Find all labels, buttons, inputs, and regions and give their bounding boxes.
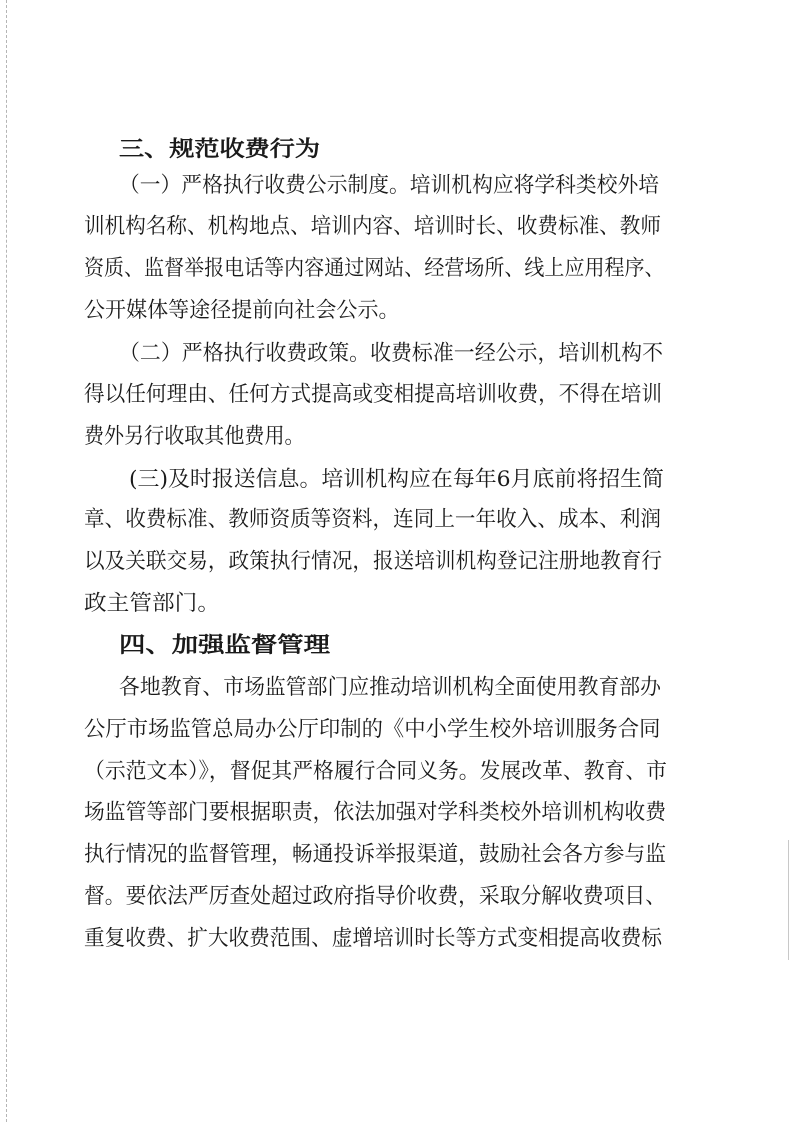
paragraph-line: 章、收费标准、教师资质等资料，连同上一年收入、成本、利润 [84, 507, 662, 532]
left-margin-mark [6, 0, 7, 1122]
paragraph-line: 场监管等部门要根据职责，依法加强对学科类校外培训机构收费 [84, 800, 667, 825]
paragraph-line: 督。要依法严厉查处超过政府指导价收费，采取分解收费项目、 [84, 884, 667, 909]
paragraph-line: 资质、监督举报电话等内容通过网站、经营场所、线上应用程序、 [84, 256, 665, 281]
paragraph-line: 公开媒体等途径提前向社会公示。 [84, 298, 400, 323]
paragraph-line: 以及关联交易，政策执行情况，报送培训机构登记注册地教育行 [84, 549, 663, 574]
paragraph-line: 政主管部门。 [84, 591, 221, 616]
paragraph-line: 执行情况的监督管理，畅通投诉举报渠道，鼓励社会各方参与监 [84, 842, 667, 867]
paragraph-line: 重复收费、扩大收费范围、虚增培训时长等方式变相提高收费标 [84, 926, 663, 951]
section-heading-4: 四、加强监督管理 [119, 633, 331, 658]
paragraph-line: 训机构名称、机构地点、培训内容、培训时长、收费标准、教师 [84, 214, 662, 239]
paragraph-line: （示范文本）》，督促其严格履行合同义务。发展改革、教育、市 [84, 759, 668, 784]
paragraph-line: (三)及时报送信息。培训机构应在每年6月底前将招生简 [129, 467, 664, 492]
paragraph-line: （二）严格执行收费政策。收费标准一经公示，培训机构不 [119, 341, 664, 366]
paragraph-line: （一）严格执行收费公示制度。培训机构应将学科类校外培 [119, 173, 660, 198]
paragraph-line: 各地教育、市场监管部门应推动培训机构全面使用教育部办 [119, 675, 662, 700]
paragraph-line: 得以任何理由、任何方式提高或变相提高培训收费，不得在培训 [84, 382, 663, 407]
right-margin-mark [788, 840, 789, 960]
paragraph-line: 公厅市场监管总局办公厅印制的《中小学生校外培训服务合同 [84, 717, 661, 742]
section-heading-3: 三、规范收费行为 [119, 137, 321, 162]
paragraph-line: 费外另行收取其他费用。 [84, 424, 305, 449]
